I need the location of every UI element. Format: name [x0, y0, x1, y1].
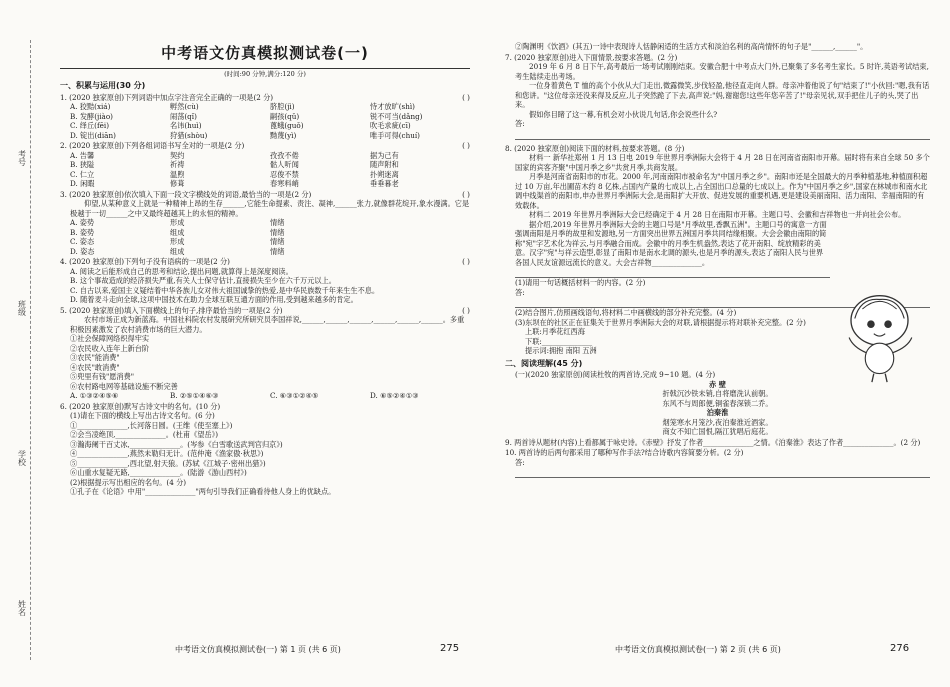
question-stem: 10. 两首诗的后两句都采用了哪种写作手法?结合诗歌内容简要分析。(2 分)	[505, 448, 744, 458]
option: A. 告馨	[70, 150, 95, 160]
option: 修葺	[170, 179, 185, 189]
fill-blank-line[interactable]: ①______________,长河落日圆。(王维《使至塞上》)	[70, 420, 233, 430]
question-stem: 5. (2020 独家原创)填入下面横线上的句子,排序最恰当的一项是(2 分)	[60, 305, 283, 315]
list-item: ①社会保障网络织得牢实	[70, 334, 150, 344]
question-stem: 7. (2020 独家原创)进入下面情景,按要求答题。(2 分)	[505, 52, 678, 62]
question-10	[505, 448, 930, 478]
material-2: 材料二 2019 年世界月季洲际大会已经确定于 4 月 28 日在南阳市开幕。主题口号、会徽和吉祥物也一并向社会公布。	[529, 210, 906, 219]
option: 形成	[170, 237, 185, 247]
option: C. 仁立	[70, 169, 95, 179]
question-6	[60, 402, 470, 497]
option: 忍俊不禁	[270, 169, 299, 179]
fill-blank-line[interactable]: ④______________,燕然未勒归无计。(范仲淹《渔家傲·秋思》)	[70, 449, 264, 459]
option: B. 这个事故造成的经济损失严重,有关人士保守估计,直接损失至少在六千万元以上。	[70, 276, 336, 286]
option: C. 姿态	[70, 237, 95, 247]
question-stem: 6. (2020 独家原创)默写古诗文中的名句。(10 分)	[60, 401, 221, 411]
question-stem[interactable]: 9. 两首诗从题材(内容)上看都属于咏史诗。《赤壁》抒发了作者______________之情。《泊秦淮》表达了作者______________。(2 分)	[505, 437, 921, 447]
page-footer: 中考语文仿真模拟测试卷(一) 第 1 页 (共 6 页)	[175, 645, 341, 654]
option: D. 姿态	[70, 246, 95, 256]
option: D. 随着麦斗走向全球,这项中国技术在助力全球互联互通方面的作用,受到越来越多的肯定。	[70, 295, 358, 305]
poem-line: 烟笼寒水月笼沙,夜泊秦淮近酒家。	[662, 417, 773, 427]
answer-line[interactable]	[515, 268, 830, 278]
question-stem: 2. (2020 独家原创)下列各组词语书写全对的一项是(2 分)	[60, 141, 245, 151]
option: 扑朔迷离	[370, 169, 399, 179]
question-passage: 农村市场正成为新蓝海。中国社科院农村发展研究所研究员李国祥说,______,______,______,______,______,______。多重积极因素激发了农村消费市场的巨大潜力。	[70, 315, 465, 334]
option: 脐腔(jì)	[270, 102, 295, 112]
question-passage: 一位身着黄色 T 恤的高个小伙从大门走出,微露微笑,步伐轻盈,他径直走向人群。母亲冲着他说了句"结束了!"小伙回:"嗯,我有话和您讲。"这位母亲还没来得及反应,儿子突然跪了下去,高声说:"妈,谢谢您!这些年您辛苦了!"母亲见状,双手把住儿子的头,哭了出来。	[515, 81, 930, 109]
rose-mascot-icon	[832, 290, 927, 385]
option: 组成	[170, 227, 185, 237]
answer-paren[interactable]: ( )	[462, 257, 470, 267]
option: 名讳(huì)	[170, 121, 202, 131]
question-9	[505, 438, 930, 448]
answer-paren[interactable]: ( )	[462, 141, 470, 151]
gutter-label-school: 学校	[17, 450, 27, 466]
option: B. 发酵(jiào)	[70, 111, 113, 121]
fill-blank-line[interactable]: ①孔子在《论语》中用"______________"两句引导我们正确看待他人身上的优缺点。	[70, 487, 336, 497]
option: D. 闲暇	[70, 179, 95, 189]
option: 骷人听闻	[270, 160, 299, 170]
poem-title: 赤 壁	[709, 379, 726, 389]
material-1-body: 月季是河南省南阳市的市花。2000 年,河南南阳市被命名为"中国月季之乡"。南阳市还是全国最大的月季种植基地,种植面积超过 10 万亩,年出圃苗木约 8 亿株,占国内产量的七成以上,占全国出口总量的七成以上。作为"中国月季之乡",国家在林城市和南水北调中线渠首的南阳市,申办世界月季洲际大会,是南阳扩大开放、促进发展的重要机遇,更是建设美丽南阳、活力南阳、幸福南阳的有效载体。	[515, 172, 928, 210]
option: 情绪	[270, 218, 285, 228]
option: B. ②⑤①④⑥③	[170, 391, 219, 401]
question-stem: 4. (2020 独家原创)下列句子没有语病的一项是(2 分)	[60, 257, 230, 267]
option: 温煦	[170, 169, 185, 179]
option: 锐不可当(dǎng)	[370, 111, 423, 121]
question-stem: 8. (2020 独家原创)阅读下面的材料,按要求答题。(8 分)	[505, 143, 685, 153]
option: 春寒料峭	[270, 179, 299, 189]
question-4	[60, 257, 470, 305]
option: C. 自古以来,爱国主义疑结着中华各族儿女对伟大祖国诚挚的热爱,是中华民族数千年来生生不息。	[70, 285, 380, 295]
list-item: ③农民"能消费"	[70, 353, 120, 363]
question-options	[60, 218, 470, 256]
option: 情绪	[270, 246, 285, 256]
poem-line: 折戟沉沙铁未销,自将磨洗认前朝。	[662, 389, 773, 399]
fill-blank-line[interactable]: ③瀚海阑干百丈冰,______________。(岑参《白雪歌送武判官归京》)	[70, 439, 283, 449]
option: 吹毛求疵(cī)	[370, 121, 411, 131]
option: D. ⑥⑤②④①③	[370, 391, 419, 401]
list-item: ④农民"敢消费"	[70, 362, 120, 372]
option: A. 姿势	[70, 218, 95, 228]
section-heading: 二、阅读理解(45 分)	[505, 358, 583, 368]
poem-line: 商女不知亡国恨,隔江犹唱后庭花。	[662, 427, 773, 437]
option: B. 狭隘	[70, 160, 95, 170]
question-3	[60, 190, 470, 257]
page-2	[505, 42, 930, 479]
answer-line[interactable]	[515, 468, 930, 478]
option: 唯手可得(chuí)	[370, 130, 420, 140]
answer-label: 答:	[515, 119, 525, 128]
fill-blank-line[interactable]: ②陶渊明《饮酒》(其五)一诗中表现诗人恬静闲适的生活方式和淡泊名利的高尚情怀的句子是"______,______"。	[515, 42, 868, 51]
option: 形成	[170, 218, 185, 228]
option: 闹荡(qǐ)	[170, 111, 197, 121]
poem-title: 泊秦淮	[706, 408, 729, 418]
sub-question: (2)结合图片,仿照画线语句,将材料二中画横线的部分补充完整。(4 分)	[515, 308, 737, 317]
list-item: ②农民收入连年上新台阶	[70, 343, 150, 353]
question-options	[60, 151, 470, 189]
option: C. ⑥③①②④⑤	[270, 391, 319, 401]
option: D. 锭出(diān)	[70, 130, 116, 140]
fill-blank-line[interactable]: ②会当凌绝顶,______________。(杜甫《望岳》)	[70, 430, 219, 440]
question-1	[60, 93, 470, 141]
question-stem: 3. (2020 独家原创)依次填入下面一段文字横线处的词语,最恰当的一项是(2 分)	[60, 189, 312, 199]
material-1: 材料一 新华社郑州 1 月 13 日电 2019 年世界月季洲际大会将于 4 月 28 日在河南省南阳市开幕。届时将有来自全球 50 多个国家的宾客齐聚"中国月季之乡"共赏月季,共商发展。	[515, 153, 930, 172]
sub-question: (2)根据提示写出相应的名句。(4 分)	[70, 477, 187, 487]
couplet-up: 上联:月季花红西海	[525, 327, 585, 336]
option: 组成	[170, 246, 185, 256]
hint-words: 提示词:拥抱 南阳 五洲	[525, 346, 597, 355]
sub-question: (1)请用一句话概括材料一的内容。(2 分)	[515, 278, 646, 287]
question-passage: 仰望,从某种意义上就是一种精神上昂的生存______,它能生命提素、责注、凝神,______张力,就像群花绽开,象水漫满。它是极越于一切______之中又最终超越其上的永恒的精神。	[70, 199, 470, 218]
fill-blank-line[interactable]: ⑥山重水复疑无路,______________。(陆游《游山西村》)	[70, 468, 247, 478]
question-7	[505, 53, 930, 140]
option: 据为己有	[370, 150, 399, 160]
option: 情绪	[270, 237, 285, 247]
answer-label: 答:	[515, 457, 525, 467]
section-heading: 一、积累与运用(30 分)	[60, 81, 146, 91]
couplet-down[interactable]: 下联:______________	[525, 336, 593, 346]
option: 祈祷	[170, 160, 185, 170]
question-stem: 1. (2020 独家原创)下列词语中加点字注音完全正确的一项是(2 分)	[60, 92, 274, 102]
page-number: 275	[440, 643, 460, 654]
option: C. 绎丘(fēi)	[70, 121, 110, 131]
page-number: 276	[890, 643, 910, 654]
title-rule	[60, 68, 470, 69]
poem-boqinhuai	[505, 408, 930, 437]
binding-gutter	[10, 40, 40, 660]
page-1	[60, 0, 470, 498]
fill-blank-line[interactable]: ⑤______________,西北望,射天狼。(苏轼《江城子·密州出猎》)	[70, 458, 266, 468]
option: A. ①③②④⑤⑥	[70, 391, 119, 401]
sub-question: (1)请在下面的横线上写出古诗文名句。(6 分)	[70, 411, 215, 421]
poem-line: 东风不与周郎便,铜雀春深锁二乔。	[662, 398, 773, 408]
option: 恃才放旷(shì)	[370, 102, 415, 112]
option: 蓖蛾(guǒ)	[270, 121, 304, 131]
list-item: ⑤兜里有钱"愿消费"	[70, 372, 135, 382]
option: A. 阅读之后能形成自己的思考和结论,提出问题,就算得上是深度阅读。	[70, 266, 293, 276]
question-prompt: 假如你目睹了这一幕,有机会对小伙说几句话,你会说些什么?	[529, 109, 718, 119]
option: 孵然(cù)	[170, 102, 199, 112]
cut-line	[30, 40, 31, 660]
answer-label: 答:	[515, 287, 525, 297]
option: 随声附和	[370, 160, 399, 170]
gutter-label-exam-number: 考号	[17, 150, 27, 166]
page-title: 中考语文仿真模拟测试卷(一)	[161, 44, 369, 62]
option: 黝蔑(yì)	[270, 130, 297, 140]
option: 狩猎(shòu)	[170, 130, 208, 140]
gutter-label-name: 姓名	[17, 600, 27, 616]
option: 垂垂暮老	[370, 179, 399, 189]
exam-meta: (时间:90 分钟,满分:120 分)	[224, 69, 306, 78]
question-options	[60, 102, 470, 140]
question-passage: 2019 年 6 月 8 日下午,高考最后一场考试刚刚结束。安徽合肥十中考点大门外,已聚集了多名考生家长。5 时许,英语考试结束,考生陆续走出考场。	[515, 62, 929, 81]
gutter-label-class: 班级	[17, 300, 27, 316]
list-item: ⑥农村路电网等基础设施不断完善	[70, 381, 178, 391]
option: 契约	[170, 150, 185, 160]
answer-paren[interactable]: ( )	[462, 305, 470, 315]
material-2-body: 据介绍,2019 年世界月季洲际大会的主题口号是"月季故里,香飘五洲"。主题口号的寓意一方面强调南阳是月季的故里和发源地,另一方面突出世界五洲国月季共同结缘相聚。大会会徽由南阳的简称"宛"字艺术化为祥云,与月季融合而成。会徽中的月季生机盎然,表达了花开南阳、绽放精彩的美意。汉字"宛"与祥云造型,彰显了南阳市是南水北调的源头,也是月季的源头,表达了南阳人民与世界各国人民友谊源远流长的意义。大会吉祥物______________。	[515, 219, 827, 267]
question-5	[60, 306, 470, 401]
question-options	[60, 391, 470, 401]
answer-line[interactable]	[515, 130, 930, 140]
question-2	[60, 141, 470, 189]
answer-paren[interactable]: ( )	[462, 92, 470, 102]
sub-question: (3)东坝在的社区正在征集关于世界月季洲际大会的对联,请根据提示将对联补充完整。(2 分)	[515, 317, 806, 327]
reading-part-1: (一)(2020 独家原创)阅读杜牧的两首诗,完成 9~10 题。(4 分)	[515, 370, 716, 380]
page-footer: 中考语文仿真模拟测试卷(一) 第 2 页 (共 6 页)	[615, 645, 781, 654]
option: 嗣孩(qǔ)	[270, 111, 300, 121]
option: 情绪	[270, 227, 285, 237]
answer-paren[interactable]: ( )	[462, 189, 470, 199]
option: B. 姿势	[70, 227, 95, 237]
option: 孜孜不倦	[270, 150, 299, 160]
option: A. 狡黠(xiá)	[70, 102, 111, 112]
